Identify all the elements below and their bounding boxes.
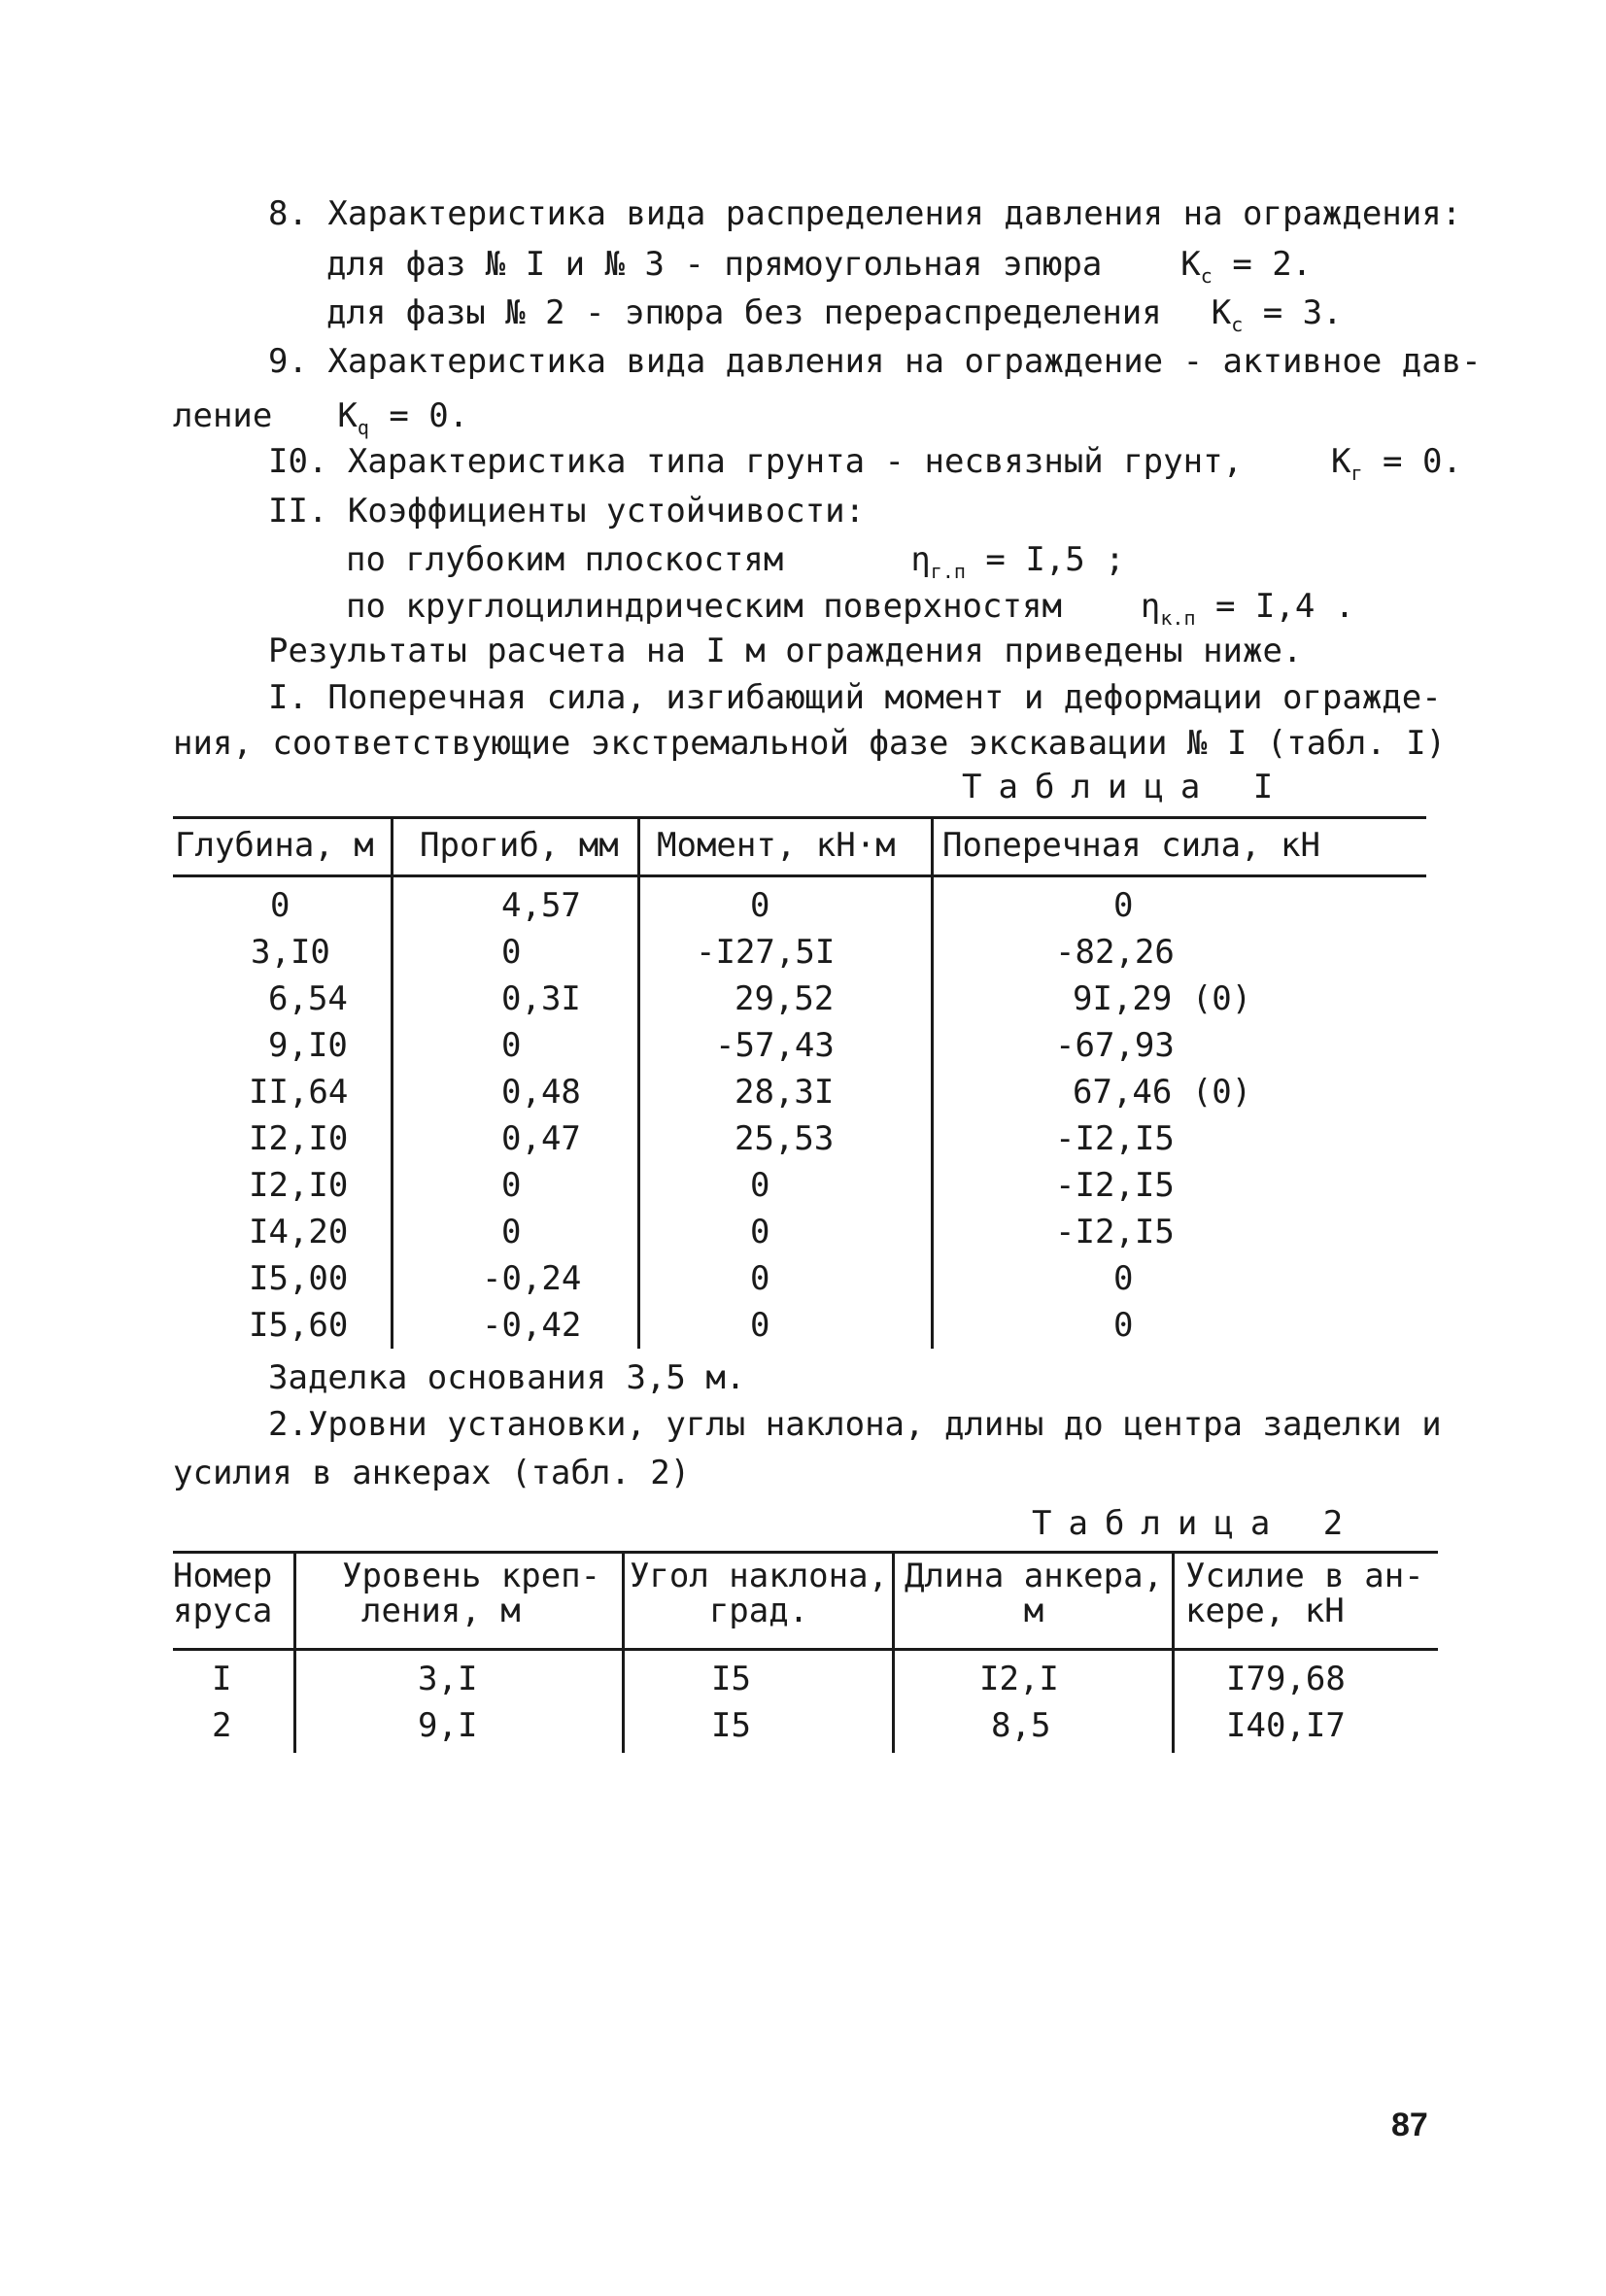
- table1-header-moment: Момент, кН·м: [657, 826, 896, 865]
- table-cell: 9,I: [418, 1706, 478, 1745]
- table-cell: 9I,29 (0): [1073, 979, 1252, 1018]
- table-cell: 0: [501, 1026, 522, 1065]
- table-cell: 0: [750, 1213, 770, 1251]
- table2-header-line: ления, м: [361, 1592, 521, 1630]
- table-cell: 0: [750, 1306, 770, 1345]
- item9-sub: q: [357, 416, 369, 439]
- table2-header-line: Усилие в ан-: [1185, 1557, 1424, 1595]
- table-cell: 0: [501, 933, 522, 972]
- item8-title: 8. Характеристика вида распределения давления на ограждения:: [268, 194, 1462, 233]
- item8-line2-symbol: K: [1211, 293, 1232, 332]
- item9-line2: [173, 396, 468, 447]
- item11-line2-sub: к.п: [1160, 606, 1196, 630]
- table2-header-level: [342, 1559, 622, 1628]
- table-cell: 3,I: [418, 1660, 478, 1698]
- table-cell: I5,60: [249, 1306, 349, 1345]
- item10-value: = 0.: [1383, 442, 1462, 481]
- page-number: 87: [1391, 2107, 1428, 2143]
- table-cell: 67,46 (0): [1073, 1073, 1252, 1112]
- item11-line1: [346, 540, 1125, 591]
- table-cell: I2,I0: [249, 1166, 349, 1205]
- table-cell: 0,3I: [501, 979, 581, 1018]
- table2-col-divider: [1172, 1553, 1175, 1753]
- item11-title: II. Коэффициенты устойчивости:: [268, 492, 866, 531]
- table2-top-rule: [173, 1551, 1438, 1554]
- results-p1-line2: ния, соответствующие экстремальной фазе экскавации № I (табл. I): [173, 724, 1447, 763]
- table-cell: 0: [750, 886, 770, 925]
- item8-line1-text: для фаз № I и № 3 - прямоугольная эпюра: [326, 245, 1103, 284]
- table2-header-line: Номер: [173, 1557, 273, 1595]
- table-cell: II,64: [249, 1073, 349, 1112]
- p2-line1: 2.Уровни установки, углы наклона, длины до центра заделки и: [268, 1405, 1442, 1444]
- table-cell: 0: [501, 1166, 522, 1205]
- table-cell: 0: [750, 1166, 770, 1205]
- table1-top-rule: [173, 816, 1426, 819]
- table-cell: -67,93: [1055, 1026, 1175, 1065]
- table-cell: I5,00: [249, 1259, 349, 1298]
- table-cell: I2,I: [979, 1660, 1059, 1698]
- table-cell: I: [212, 1660, 232, 1698]
- table2-header-line: яруса: [173, 1592, 273, 1630]
- table2-header-line: Уровень креп-: [342, 1557, 601, 1595]
- item8-line1: [326, 245, 1312, 295]
- table-cell: 0: [501, 1213, 522, 1251]
- table-cell: I40,I7: [1226, 1706, 1346, 1745]
- item11-line1-symbol: η: [910, 540, 931, 579]
- item11-line2-text: по круглоцилиндрическим поверхностям: [346, 587, 1062, 626]
- table1-caption: Таблица I: [962, 768, 1290, 806]
- table-cell: 6,54: [268, 979, 348, 1018]
- p2-line2: усилия в анкерах (табл. 2): [173, 1454, 691, 1492]
- item9-value: = 0.: [389, 396, 469, 435]
- item10: [268, 442, 1462, 493]
- table-cell: -0,42: [482, 1306, 582, 1345]
- item9-line1: 9. Характеристика вида давления на ограждение - активное дав-: [268, 342, 1482, 381]
- table2-col-divider: [892, 1553, 895, 1753]
- table-cell: -I2,I5: [1055, 1213, 1175, 1251]
- table-cell: 25,53: [735, 1119, 835, 1158]
- item9-symbol: K: [337, 396, 358, 435]
- table-cell: 0: [1113, 886, 1134, 925]
- item8-line2-value: = 3.: [1262, 293, 1343, 332]
- table1-note: Заделка основания 3,5 м.: [268, 1358, 746, 1397]
- item8-line1-value: = 2.: [1232, 245, 1313, 284]
- item11-line2: [346, 587, 1354, 637]
- item8-line1-sub: c: [1200, 264, 1213, 288]
- results-p1-line1: I. Поперечная сила, изгибающий момент и деформации огражде-: [268, 678, 1442, 717]
- table2-header-rule: [173, 1648, 1438, 1651]
- table-cell: 0: [1113, 1259, 1134, 1298]
- table2-header-force: [1185, 1559, 1438, 1628]
- item11-line2-value: = I,4 .: [1214, 587, 1355, 626]
- item11-line2-symbol: η: [1140, 587, 1161, 626]
- table-cell: I79,68: [1226, 1660, 1346, 1698]
- table2-col-divider: [293, 1553, 296, 1753]
- table1-header-shear: Поперечная сила, кН: [942, 826, 1320, 865]
- table-cell: I4,20: [249, 1213, 349, 1251]
- item10-symbol: K: [1331, 442, 1351, 481]
- table-cell: I5: [711, 1660, 751, 1698]
- table-cell: -I27,5I: [696, 933, 836, 972]
- table2-header-line: Угол наклона,: [629, 1557, 889, 1595]
- table1-col-divider: [931, 818, 934, 1349]
- item9-text: ление: [173, 396, 273, 435]
- table-cell: -I2,I5: [1055, 1119, 1175, 1158]
- item8-line2-sub: c: [1231, 313, 1244, 336]
- table-cell: -I2,I5: [1055, 1166, 1175, 1205]
- table-cell: -82,26: [1055, 933, 1175, 972]
- table1-col-divider: [391, 818, 393, 1349]
- table1-header-depth: Глубина, м: [175, 826, 374, 865]
- table2-header-angle: [626, 1559, 892, 1628]
- table-cell: -0,24: [482, 1259, 582, 1298]
- item11-line1-value: = I,5 ;: [985, 540, 1125, 579]
- table-cell: 0: [1113, 1306, 1134, 1345]
- table2-col-divider: [622, 1553, 625, 1753]
- item10-sub: г: [1350, 462, 1363, 485]
- table-cell: 3,I0: [251, 933, 330, 972]
- table-cell: 0: [270, 886, 290, 925]
- table-cell: 0,48: [501, 1073, 581, 1112]
- item11-line1-sub: г.п: [930, 560, 966, 583]
- item8-line2-text: для фазы № 2 - эпюра без перераспределения: [326, 293, 1162, 332]
- item8-line1-symbol: K: [1180, 245, 1201, 284]
- table2-header-tier: [173, 1559, 293, 1628]
- table2-header-line: кере, кН: [1185, 1592, 1345, 1630]
- table1-col-divider: [637, 818, 640, 1349]
- item8-line2: [326, 293, 1343, 344]
- table-cell: 2: [212, 1706, 232, 1745]
- table2-header-line: град.: [708, 1592, 809, 1630]
- item10-text: I0. Характеристика типа грунта - несвязный грунт,: [268, 442, 1244, 481]
- table-cell: -57,43: [715, 1026, 835, 1065]
- item11-line1-text: по глубоким плоскостям: [346, 540, 784, 579]
- table-cell: 4,57: [501, 886, 581, 925]
- table-cell: 0,47: [501, 1119, 581, 1158]
- table-cell: I5: [711, 1706, 751, 1745]
- table2-caption: Таблица 2: [1032, 1504, 1360, 1543]
- table1-header-rule: [173, 874, 1426, 877]
- table2-header-line: Длина анкера,: [904, 1557, 1164, 1595]
- table-cell: 0: [750, 1259, 770, 1298]
- table2-header-length: [896, 1559, 1172, 1628]
- results-intro: Результаты расчета на I м ограждения приведены ниже.: [268, 632, 1303, 670]
- table-cell: I2,I0: [249, 1119, 349, 1158]
- table1-header-deflection: Прогиб, мм: [420, 826, 619, 865]
- table-cell: 9,I0: [268, 1026, 348, 1065]
- table-cell: 29,52: [735, 979, 835, 1018]
- table-cell: 8,5: [991, 1706, 1051, 1745]
- table-cell: 28,3I: [735, 1073, 835, 1112]
- table2-header-line: м: [1023, 1592, 1044, 1630]
